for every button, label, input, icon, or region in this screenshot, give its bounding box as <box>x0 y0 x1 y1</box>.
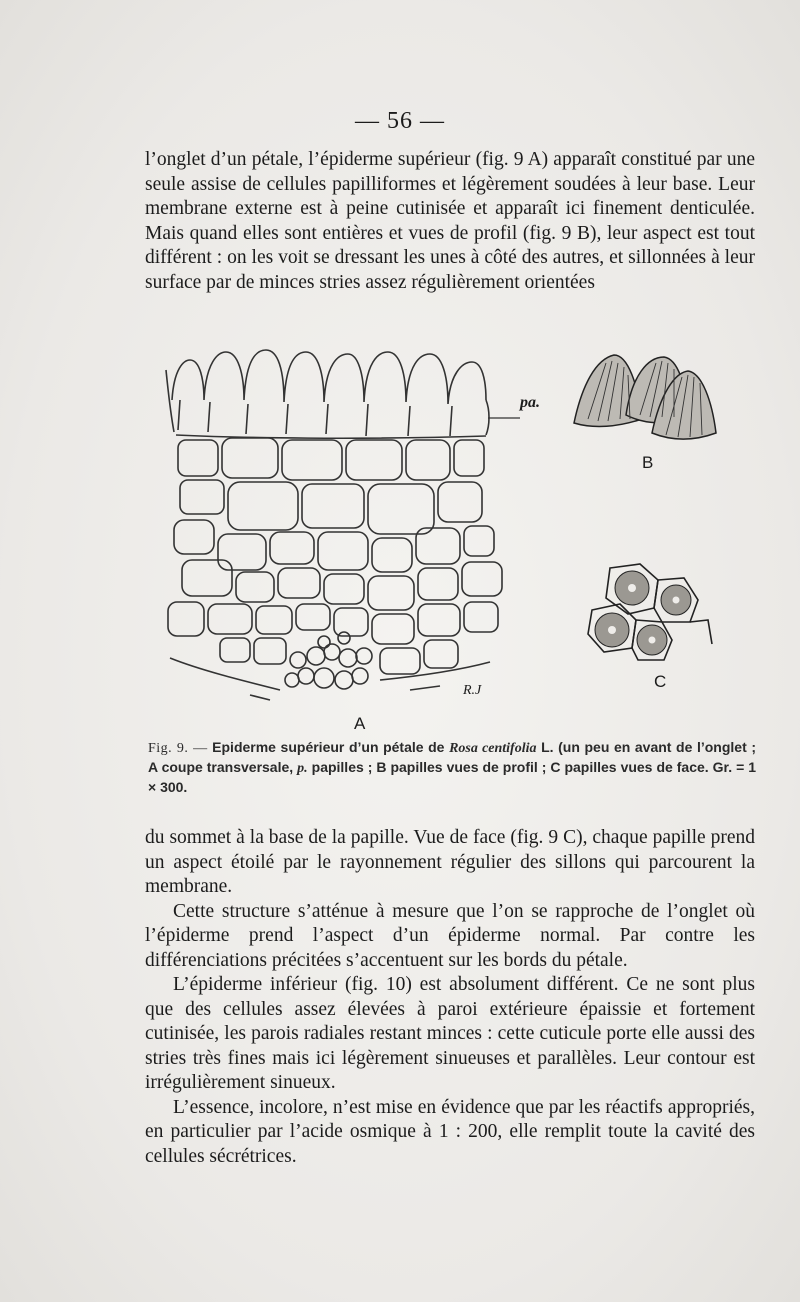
caption-p: p. <box>297 761 308 776</box>
figure-caption <box>148 738 756 797</box>
caption-prefix: Fig. 9. — <box>148 741 208 756</box>
figure-label-b: B <box>642 453 654 472</box>
paragraph: l’onglet d’un pétale, l’épiderme supérieur (fig. 9 A) apparaît constitué par une seule assise de cellules papilliformes et légèrement soudées à leur base. Leur membrane externe est à peine cutinisée et apparaît ici finement denticulée. Mais quand elles sont entières et vues de profil (fig. 9 B), leur aspect est tout différent : on les voit se dressant les unes à côté des autres, et sillonnées à leur surface par de minces stries assez régulièrement orientées <box>145 149 755 293</box>
figure-b-papillae-profile <box>568 345 728 445</box>
caption-part1: Epiderme supérieur d’un pétale de <box>212 739 445 755</box>
paragraph: L’épiderme inférieur (fig. 10) est absolument différent. Ce ne sont plus que des cellules assez élevées à paroi extérieure épaissie et fortement cutinisée, les parois radiales restant minces : cette cuticule porte elle aussi des stries très fines mais ici légèrement sinueuses et parallèles. Leur contour est irrégulièrement sinueux. <box>145 974 755 1093</box>
caption-species: Rosa centifolia <box>449 741 537 756</box>
paragraph: du sommet à la base de la papille. Vue de face (fig. 9 C), chaque papille prend un aspect étoilé par le rayonnement régulier des sillons qui parcourent la membrane. <box>145 827 755 897</box>
paragraph: L’essence, incolore, n’est mise en évidence que par les réactifs appropriés, en particulier par l’acide osmique à 1 : 200, elle remplit toute la cavité des cellules sécrétrices. <box>145 1096 755 1167</box>
paragraph: Cette structure s’atténue à mesure que l’on se rapproche de l’onglet où l’épiderme prend l’aspect d’un épiderme normal. Par contre les différenciations précitées s’accentuent sur les bords du pétale. <box>145 900 755 971</box>
figure-a-transverse-section <box>160 340 545 705</box>
figure-label-a: A <box>354 714 366 733</box>
figure-c-papillae-face <box>580 560 720 665</box>
top-paragraph-block <box>145 148 755 295</box>
caption-part2: L. (un peu en avant de l’onglet ; A coupe transversale, <box>148 739 756 775</box>
page-number: — 56 — <box>355 108 445 134</box>
figure-label-c: C <box>654 672 667 691</box>
artist-signature: R.J <box>463 683 482 698</box>
caption-part3: papilles ; B papilles vues de profil ; C papilles vues de face. Gr. = 1 × 300. <box>148 759 757 795</box>
bottom-paragraph-block <box>145 826 755 1169</box>
label-pa: pa. <box>520 394 540 411</box>
